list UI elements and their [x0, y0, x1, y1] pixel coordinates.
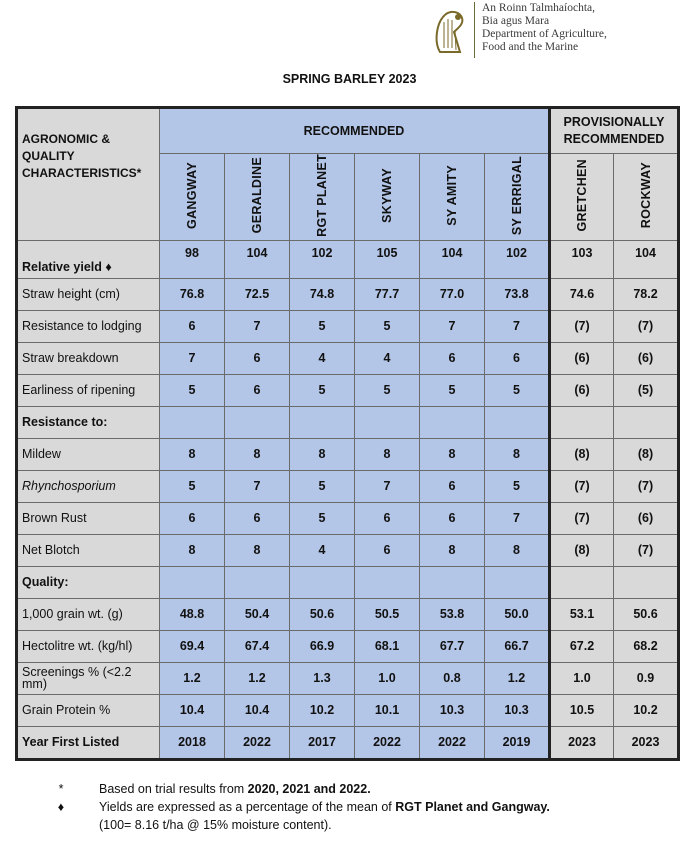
table-cell: 4 — [290, 342, 355, 374]
table-cell — [225, 406, 290, 438]
variety-header — [290, 154, 355, 241]
table-cell: (6) — [550, 374, 614, 406]
table-cell: 5 — [355, 310, 420, 342]
harp-icon — [430, 8, 470, 58]
table-cell — [355, 566, 420, 598]
table-cell: 6 — [420, 470, 485, 502]
table-cell: 1.3 — [290, 662, 355, 694]
table-row — [17, 374, 679, 406]
table-cell: 1.0 — [550, 662, 614, 694]
table-row — [17, 406, 679, 438]
row-label: Straw breakdown — [17, 342, 160, 374]
table-cell: 50.6 — [290, 598, 355, 630]
table-cell: (8) — [614, 438, 679, 470]
table-cell: 53.1 — [550, 598, 614, 630]
table-cell — [420, 566, 485, 598]
variety-header — [614, 154, 679, 241]
variety-name: GANGWAY — [185, 161, 199, 229]
table-cell: 2022 — [420, 726, 485, 759]
table-row — [17, 278, 679, 310]
row-label: Relative yield ♦ — [17, 240, 160, 278]
diamond-icon: ♦ — [57, 800, 65, 814]
table-cell: 10.4 — [160, 694, 225, 726]
table-cell: 10.3 — [420, 694, 485, 726]
table-cell: 8 — [355, 438, 420, 470]
row-label: Straw height (cm) — [17, 278, 160, 310]
row-label: Grain Protein % — [17, 694, 160, 726]
table-cell: 8 — [160, 534, 225, 566]
table-cell: 6 — [225, 374, 290, 406]
dept-line-2: Bia agus Mara — [482, 15, 550, 27]
table-cell: 5 — [485, 470, 550, 502]
footnote-yield-basis — [55, 798, 550, 816]
table-cell — [550, 566, 614, 598]
table-cell: (7) — [550, 502, 614, 534]
table-cell: 8 — [225, 438, 290, 470]
table-row — [17, 726, 679, 759]
table-cell: 1.2 — [225, 662, 290, 694]
table-row — [17, 662, 679, 694]
logo-divider — [474, 2, 475, 58]
variety-name: SKYWAY — [380, 168, 394, 223]
variety-name: RGT PLANET — [315, 154, 329, 237]
table-cell: 103 — [550, 240, 614, 278]
table-cell: (8) — [550, 438, 614, 470]
table-cell: 5 — [160, 374, 225, 406]
variety-name: SY AMITY — [445, 165, 459, 226]
variety-header — [420, 154, 485, 241]
row-label: Net Blotch — [17, 534, 160, 566]
table-cell: (7) — [614, 310, 679, 342]
table-cell: 67.7 — [420, 630, 485, 662]
table-row — [17, 502, 679, 534]
table-cell: (6) — [550, 342, 614, 374]
row-label: Quality: — [17, 566, 160, 598]
table-cell: 10.3 — [485, 694, 550, 726]
table-cell: (7) — [550, 470, 614, 502]
row-label: Year First Listed — [17, 726, 160, 759]
table-cell: 5 — [290, 374, 355, 406]
table-cell — [485, 566, 550, 598]
table-cell — [420, 406, 485, 438]
table-cell: 4 — [355, 342, 420, 374]
table-cell: 50.4 — [225, 598, 290, 630]
table-cell: 77.0 — [420, 278, 485, 310]
table-cell: 8 — [290, 438, 355, 470]
table-cell: 10.5 — [550, 694, 614, 726]
table-cell: 2019 — [485, 726, 550, 759]
footnote-text: Yields are expressed as a percentage of the mean of — [99, 800, 396, 814]
table-cell: 6 — [355, 502, 420, 534]
table-cell: (7) — [614, 470, 679, 502]
table-cell: 50.0 — [485, 598, 550, 630]
footnote-yield-reference — [55, 816, 550, 834]
row-label: Brown Rust — [17, 502, 160, 534]
asterisk-symbol: * — [58, 782, 64, 796]
table-cell: 73.8 — [485, 278, 550, 310]
table-cell: 7 — [160, 342, 225, 374]
variety-name: ROCKWAY — [638, 162, 653, 229]
row-label: Resistance to lodging — [17, 310, 160, 342]
table-cell: 7 — [485, 310, 550, 342]
table-cell — [290, 566, 355, 598]
table-row — [17, 310, 679, 342]
table-cell: 10.4 — [225, 694, 290, 726]
table-cell: 5 — [290, 310, 355, 342]
table-cell: 68.2 — [614, 630, 679, 662]
footnote-bold: 2020, 2021 and 2022. — [247, 782, 371, 796]
table-cell: 104 — [420, 240, 485, 278]
table-cell: (6) — [614, 342, 679, 374]
table-cell: 8 — [485, 438, 550, 470]
table-cell: 2018 — [160, 726, 225, 759]
table-row — [17, 694, 679, 726]
table-cell: 7 — [355, 470, 420, 502]
table-cell: 0.8 — [420, 662, 485, 694]
dept-line-4: Food and the Marine — [482, 41, 579, 53]
table-row — [17, 342, 679, 374]
table-cell: 6 — [160, 310, 225, 342]
table-cell: 1.2 — [485, 662, 550, 694]
group-recommended: RECOMMENDED — [160, 108, 550, 154]
table-cell: 8 — [420, 534, 485, 566]
table-cell: 105 — [355, 240, 420, 278]
table-cell: (7) — [550, 310, 614, 342]
variety-header — [485, 154, 550, 241]
table-cell: 67.4 — [225, 630, 290, 662]
row-label: Earliness of ripening — [17, 374, 160, 406]
table-cell: 8 — [420, 438, 485, 470]
table-cell: 2017 — [290, 726, 355, 759]
table-cell: 7 — [420, 310, 485, 342]
table-cell: 0.9 — [614, 662, 679, 694]
dept-line-1: An Roinn Talmhaíochta, — [482, 2, 596, 14]
variety-header — [550, 154, 614, 241]
table-cell — [614, 566, 679, 598]
table-cell: 53.8 — [420, 598, 485, 630]
table-cell — [550, 406, 614, 438]
page-title: SPRING BARLEY 2023 — [282, 72, 417, 86]
row-label: Rhynchosporium — [17, 470, 160, 502]
table-cell: 10.2 — [290, 694, 355, 726]
table-cell: 48.8 — [160, 598, 225, 630]
table-cell: 1.2 — [160, 662, 225, 694]
table-row — [17, 534, 679, 566]
table-cell: 72.5 — [225, 278, 290, 310]
table-cell: 1.0 — [355, 662, 420, 694]
table-cell: 7 — [225, 310, 290, 342]
table-cell: 5 — [420, 374, 485, 406]
row-label: Mildew — [17, 438, 160, 470]
group-provisional: PROVISIONALLY RECOMMENDED — [550, 108, 679, 154]
table-cell: 2022 — [225, 726, 290, 759]
department-logo — [430, 2, 690, 60]
table-cell: 10.1 — [355, 694, 420, 726]
department-name — [482, 2, 607, 54]
table-cell: 102 — [290, 240, 355, 278]
table-cell — [485, 406, 550, 438]
table-cell: 98 — [160, 240, 225, 278]
table-cell: 104 — [225, 240, 290, 278]
table-cell: 74.6 — [550, 278, 614, 310]
table-cell: 78.2 — [614, 278, 679, 310]
table-cell: 5 — [485, 374, 550, 406]
table-cell: 74.8 — [290, 278, 355, 310]
table-cell: 2022 — [355, 726, 420, 759]
table-cell: 6 — [160, 502, 225, 534]
table-cell: 6 — [420, 342, 485, 374]
table-cell: 2023 — [614, 726, 679, 759]
table-cell — [614, 406, 679, 438]
table-cell: 10.2 — [614, 694, 679, 726]
row-label: Hectolitre wt. (kg/hl) — [17, 630, 160, 662]
footnotes — [55, 780, 550, 834]
table-cell: 5 — [160, 470, 225, 502]
table-cell: 104 — [614, 240, 679, 278]
table-cell: 2023 — [550, 726, 614, 759]
corner-label: AGRONOMIC & QUALITY CHARACTERISTICS* — [17, 108, 160, 241]
table-cell: 6 — [355, 534, 420, 566]
table-cell: 66.7 — [485, 630, 550, 662]
footnote-text: (100= 8.16 t/ha @ 15% moisture content). — [99, 818, 332, 832]
table-cell: (7) — [614, 534, 679, 566]
variety-table — [15, 106, 680, 761]
variety-name: GRETCHEN — [575, 159, 589, 232]
table-cell: 6 — [225, 342, 290, 374]
table-cell: 68.1 — [355, 630, 420, 662]
variety-name: SY ERRIGAL — [509, 155, 524, 236]
row-label: Screenings % (<2.2 mm) — [17, 662, 160, 694]
table-cell: 7 — [225, 470, 290, 502]
table-cell — [160, 566, 225, 598]
footnote-text: Based on trial results from — [99, 782, 248, 796]
table-cell: 5 — [290, 502, 355, 534]
table-cell: 7 — [485, 502, 550, 534]
table-cell — [160, 406, 225, 438]
footnote-trial-years — [55, 780, 550, 798]
table-cell: 8 — [160, 438, 225, 470]
table-cell: 77.7 — [355, 278, 420, 310]
table-cell — [225, 566, 290, 598]
row-label: Resistance to: — [17, 406, 160, 438]
table-cell: 76.8 — [160, 278, 225, 310]
table-cell: 102 — [485, 240, 550, 278]
footnote-bold: RGT Planet and Gangway. — [395, 800, 550, 814]
table-cell: (8) — [550, 534, 614, 566]
table-row — [17, 240, 679, 278]
table-cell: 50.5 — [355, 598, 420, 630]
variety-name: GERALDINE — [250, 157, 264, 234]
table-cell — [290, 406, 355, 438]
table-cell: (6) — [614, 502, 679, 534]
table-cell: 69.4 — [160, 630, 225, 662]
table-row — [17, 598, 679, 630]
table-cell: 8 — [225, 534, 290, 566]
table-cell: 8 — [485, 534, 550, 566]
table-row — [17, 566, 679, 598]
table-cell: 6 — [485, 342, 550, 374]
table-row — [17, 438, 679, 470]
table-cell: 50.6 — [614, 598, 679, 630]
table-cell: 5 — [290, 470, 355, 502]
table-cell — [355, 406, 420, 438]
table-cell: (5) — [614, 374, 679, 406]
row-label: 1,000 grain wt. (g) — [17, 598, 160, 630]
table-cell: 5 — [355, 374, 420, 406]
variety-header — [355, 154, 420, 241]
variety-header — [225, 154, 290, 241]
dept-line-3: Department of Agriculture, — [482, 28, 607, 40]
table-row — [17, 630, 679, 662]
table-cell: 6 — [420, 502, 485, 534]
table-row — [17, 470, 679, 502]
table-cell: 66.9 — [290, 630, 355, 662]
table-cell: 67.2 — [550, 630, 614, 662]
table-cell: 6 — [225, 502, 290, 534]
table-cell: 4 — [290, 534, 355, 566]
variety-header — [160, 154, 225, 241]
table-body — [17, 240, 679, 759]
